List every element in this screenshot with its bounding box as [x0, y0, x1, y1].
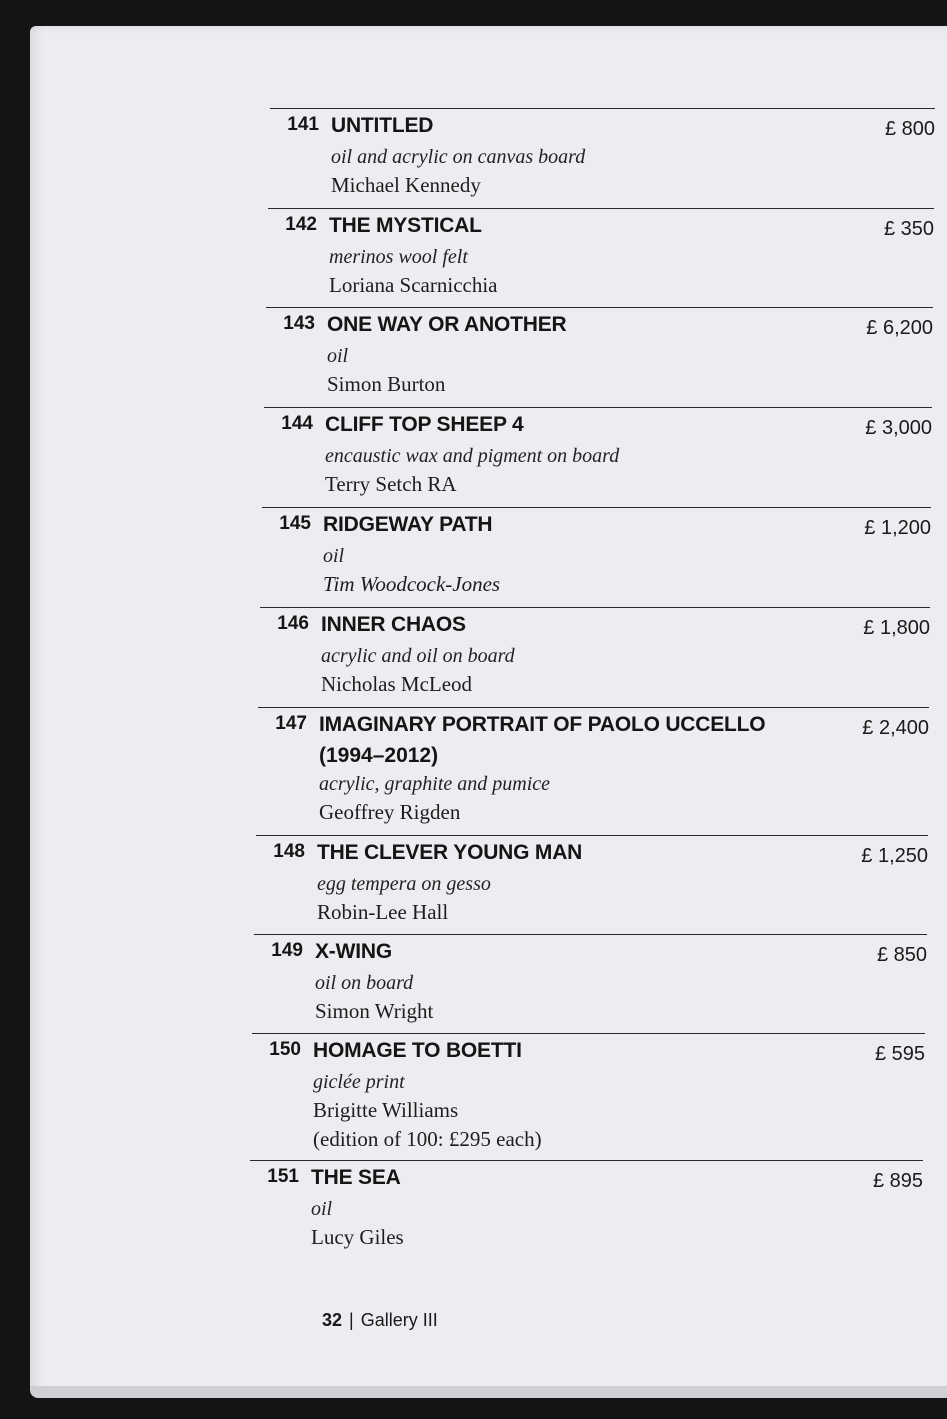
entry-title: THE MYSTICAL [329, 214, 482, 237]
entry-number: 146 [277, 613, 309, 634]
catalogue-entry [260, 607, 930, 699]
entry-edition: (edition of 100: £295 each) [313, 1127, 542, 1151]
entry-number: 150 [269, 1039, 301, 1060]
entry-price: £ 1,250 [861, 845, 928, 867]
catalogue-entry [256, 835, 928, 927]
catalogue-entry [268, 208, 934, 300]
entry-title: HOMAGE TO BOETTI [313, 1039, 522, 1062]
entry-title: RIDGEWAY PATH [323, 513, 493, 536]
entry-number: 149 [271, 940, 303, 961]
entry-title: IMAGINARY PORTRAIT OF PAOLO UCCELLO [319, 713, 766, 736]
entry-title: INNER CHAOS [321, 613, 466, 636]
page-footer [322, 1310, 438, 1331]
entry-title: THE CLEVER YOUNG MAN [317, 841, 583, 864]
entry-medium: oil and acrylic on canvas board [331, 146, 586, 168]
page-edge [30, 1386, 947, 1398]
entry-price: £ 850 [876, 944, 927, 966]
section-name: Gallery III [360, 1310, 438, 1330]
entry-number: 147 [275, 713, 307, 734]
entry-price: £ 1,800 [863, 617, 930, 639]
entry-number: 148 [273, 841, 305, 862]
catalogue-entry [262, 507, 931, 599]
entry-number: 141 [287, 114, 319, 135]
entry-number: 151 [267, 1166, 299, 1187]
entry-price: £ 895 [872, 1170, 923, 1192]
entry-medium: oil on board [315, 972, 414, 994]
entry-artist: Tim Woodcock-Jones [323, 572, 501, 596]
entry-title: ONE WAY OR ANOTHER [327, 313, 567, 336]
entry-title: X-WING [315, 940, 392, 963]
entry-artist: Simon Burton [327, 372, 446, 396]
entry-price: £ 6,200 [866, 317, 933, 339]
catalogue-entry [252, 1033, 925, 1154]
entry-medium: encaustic wax and pigment on board [325, 445, 620, 467]
entry-medium: giclée print [313, 1071, 405, 1093]
footer-separator: | [349, 1310, 354, 1330]
entry-medium: oil [311, 1198, 333, 1220]
entry-price: £ 2,400 [862, 717, 929, 739]
catalogue-entry [254, 934, 927, 1026]
entry-price: £ 595 [874, 1043, 925, 1065]
entry-price: £ 350 [883, 218, 934, 240]
entry-number: 145 [279, 513, 311, 534]
entry-price: £ 1,200 [864, 517, 931, 539]
entry-medium: merinos wool felt [329, 246, 468, 268]
catalogue-entry [264, 407, 932, 499]
entry-artist: Geoffrey Rigden [319, 800, 461, 824]
entry-artist: Brigitte Williams [313, 1098, 459, 1122]
catalogue-entry [250, 1160, 923, 1252]
entry-medium: oil [327, 345, 349, 367]
entry-artist: Loriana Scarnicchia [329, 273, 498, 297]
catalogue-entry [258, 707, 929, 827]
entry-number: 143 [283, 313, 315, 334]
page-number: 32 [322, 1310, 343, 1330]
entry-medium: oil [323, 545, 345, 567]
entry-artist: Nicholas McLeod [321, 672, 473, 696]
catalogue-entry [266, 307, 933, 399]
entry-artist: Terry Setch RA [325, 472, 457, 496]
entry-artist: Michael Kennedy [331, 173, 481, 197]
catalogue-entry [270, 108, 935, 200]
entry-title: CLIFF TOP SHEEP 4 [325, 413, 524, 436]
entry-title-continued: (1994–2012) [319, 744, 439, 767]
entry-medium: egg tempera on gesso [317, 873, 491, 895]
entry-number: 142 [285, 214, 317, 235]
entry-price: £ 3,000 [865, 417, 932, 439]
entry-medium: acrylic and oil on board [321, 645, 515, 667]
entry-medium: acrylic, graphite and pumice [319, 773, 551, 795]
entry-artist: Robin-Lee Hall [317, 900, 449, 924]
entry-number: 144 [281, 413, 313, 434]
entry-title: UNTITLED [331, 114, 434, 137]
entry-artist: Lucy Giles [311, 1225, 404, 1249]
entry-price: £ 800 [884, 118, 935, 140]
entry-title: THE SEA [311, 1166, 401, 1189]
entry-artist: Simon Wright [315, 999, 434, 1023]
